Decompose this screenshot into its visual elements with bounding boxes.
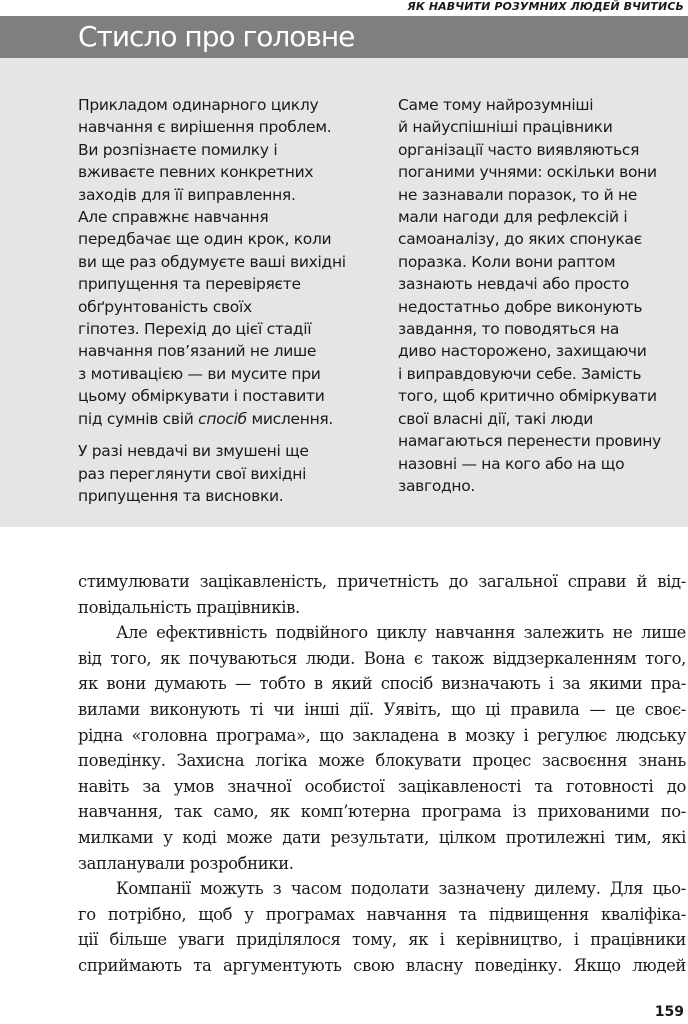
- summary-line-text: під сумнів свій: [78, 409, 199, 428]
- summary-line: навчання пов’язаний не лише: [78, 342, 317, 361]
- summary-line: не зазнавали поразок, то й не: [398, 185, 638, 204]
- body-line: запланували розробники.: [78, 853, 294, 873]
- body-line: навіть за умов значної особистої зацікавленості та готовності до: [78, 776, 686, 796]
- page-number: 159: [654, 1004, 684, 1020]
- body-line: Компанії можуть з часом подолати зазначену дилему. Для цьо-: [116, 879, 686, 899]
- summary-line: свої власні дії, такі люди: [398, 409, 594, 428]
- summary-right-column: [398, 94, 686, 497]
- summary-line: того, щоб критично обміркувати: [398, 387, 657, 406]
- summary-line: навчання є вирішення проблем.: [78, 118, 332, 137]
- summary-line: передбачає ще один крок, коли: [78, 230, 332, 249]
- body-line: милками у коді може дати результати, цілком протилежні тим, які: [78, 827, 686, 847]
- summary-line: заходів для її виправлення.: [78, 185, 296, 204]
- summary-line: обґрунтованість своїх: [78, 297, 252, 316]
- summary-line: Але справжнє навчання: [78, 208, 269, 227]
- summary-line: припущення та висновки.: [78, 486, 284, 505]
- body-line: ції більше уваги приділялося тому, як і керівництво, і працівники: [78, 930, 686, 950]
- body-line: сприймають та аргументують свою власну поведінку. Якщо людей: [78, 955, 686, 975]
- summary-line: і виправдовуючи себе. Замість: [398, 364, 642, 383]
- summary-line: Ви розпізнаєте помилку і: [78, 140, 278, 159]
- summary-title-bar: [0, 16, 688, 58]
- body-line: вилами виконують ті чи інші дії. Уявіть, що ці правила — це своє-: [78, 699, 686, 719]
- summary-left-column: [78, 94, 368, 507]
- summary-line: завгодно.: [398, 476, 476, 495]
- body-line: го потрібно, щоб у програмах навчання та підвищення кваліфіка-: [78, 904, 686, 924]
- summary-line: зазнають невдачі або просто: [398, 275, 630, 294]
- summary-paragraph: [78, 440, 368, 507]
- body-paragraph: [78, 620, 686, 876]
- summary-line: намагаються перенести провину: [398, 432, 661, 451]
- summary-box: [0, 58, 688, 527]
- summary-line: поразка. Коли вони раптом: [398, 252, 616, 271]
- summary-line: вживаєте певних конкретних: [78, 163, 314, 182]
- summary-line: [78, 408, 368, 430]
- summary-line: раз переглянути свої вихідні: [78, 464, 307, 483]
- body-line: повідальність працівників.: [78, 597, 300, 617]
- body-paragraph: [78, 569, 686, 620]
- body-line: Але ефективність подвійного циклу навчання залежить не лише: [116, 623, 686, 643]
- body-paragraph: [78, 876, 686, 978]
- summary-line-text: мислення.: [246, 409, 334, 428]
- summary-line: припущення та перевіряєте: [78, 275, 301, 294]
- summary-line: назовні — на кого або на що: [398, 454, 625, 473]
- emphasis-word: спосіб: [198, 409, 247, 428]
- body-text: [78, 569, 686, 979]
- summary-line: самоаналізу, до яких спонукає: [398, 230, 642, 249]
- summary-line: Прикладом одинарного циклу: [78, 96, 319, 114]
- body-line: навчання, так само, як комп’ютерна програма із прихованими по-: [78, 802, 686, 822]
- summary-paragraph: [78, 94, 368, 430]
- body-line: стимулювати зацікавленість, причетність до загальної справи й від-: [78, 572, 686, 591]
- summary-line: недостатньо добре виконують: [398, 297, 643, 316]
- summary-line: У разі невдачі ви змушені ще: [78, 442, 309, 461]
- summary-line: Саме тому найрозумніші: [398, 96, 594, 114]
- summary-line: організації часто виявляються: [398, 140, 640, 159]
- summary-line: ви ще раз обдумуєте ваші вихідні: [78, 252, 346, 271]
- body-line: поведінку. Захисна логіка може блокувати процес засвоєння знань: [78, 751, 686, 771]
- summary-line: завдання, то поводяться на: [398, 320, 620, 339]
- running-header: ЯК НАВЧИТИ РОЗУМНИХ ЛЮДЕЙ ВЧИТИСЬ: [407, 0, 684, 13]
- summary-line: цьому обміркувати і поставити: [78, 387, 325, 406]
- summary-paragraph: [398, 94, 686, 497]
- summary-line: й найуспішніші працівники: [398, 118, 613, 137]
- body-line: від того, як почуваються люди. Вона є також віддзеркаленням того,: [78, 648, 686, 668]
- summary-line: з мотивацією — ви мусите при: [78, 364, 321, 383]
- body-line: рідна «головна програма», що закладена в мозку і регулює людську: [78, 725, 686, 745]
- summary-line: диво насторожено, захищаючи: [398, 342, 647, 361]
- summary-line: мали нагоди для рефлексій і: [398, 208, 628, 227]
- summary-line: гіпотез. Перехід до цієї стадії: [78, 320, 312, 339]
- summary-line: поганими учнями: оскільки вони: [398, 163, 657, 182]
- summary-box-title: Стисло про головне: [78, 20, 355, 53]
- body-line: як вони думають — тобто в який спосіб визначають і за якими пра-: [78, 674, 686, 694]
